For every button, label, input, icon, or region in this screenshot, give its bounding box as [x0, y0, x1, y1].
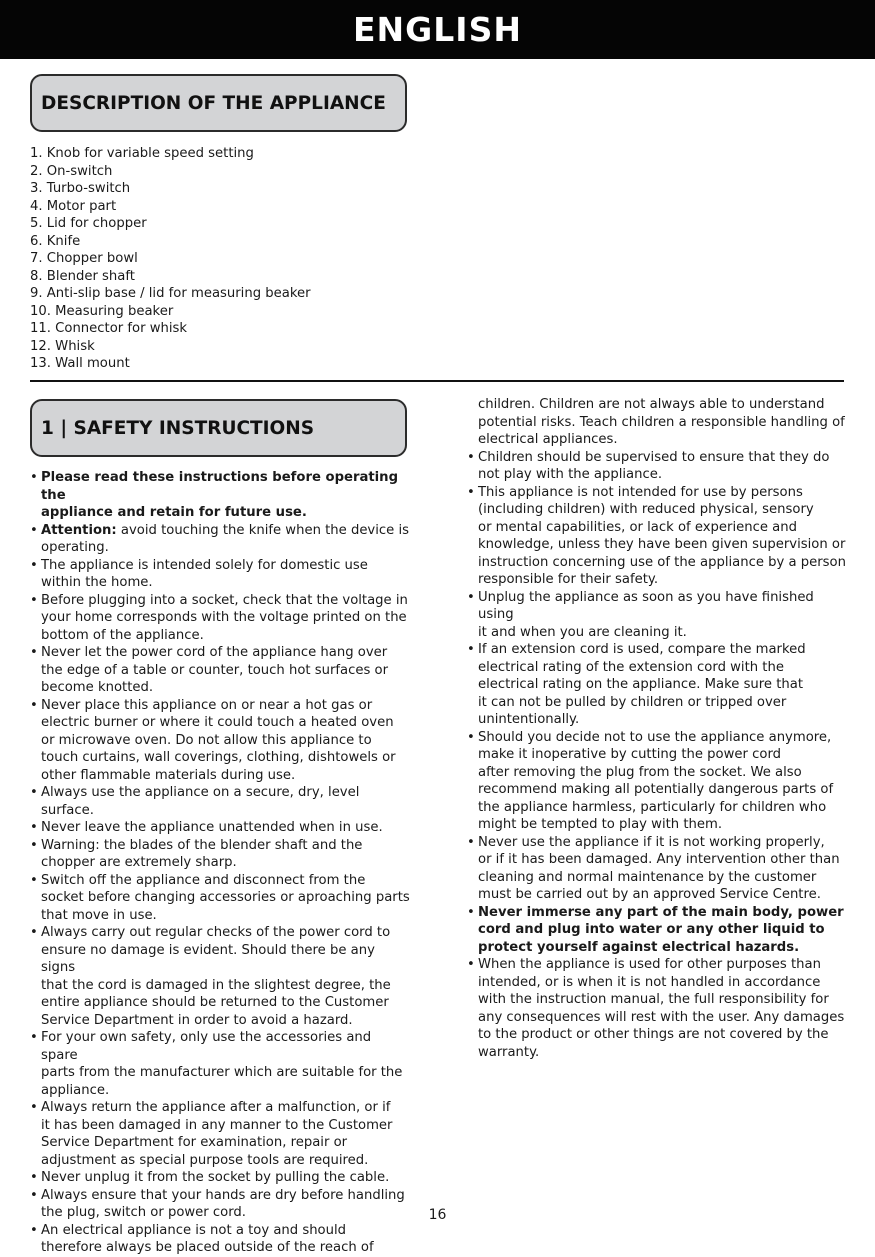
safety-item-text: unintentionally.: [478, 712, 580, 727]
safety-item: [467, 449, 847, 484]
safety-item-text: it and when you are cleaning it.: [478, 624, 687, 640]
safety-item-text: protect yourself against electrical hazards.: [478, 939, 800, 955]
safety-item-text: that the cord is damaged in the slightest degree, the: [41, 977, 391, 993]
safety-item: [30, 644, 410, 697]
safety-heading: 1 | SAFETY INSTRUCTIONS: [30, 399, 407, 457]
safety-item-text: Service Department in order to avoid a hazard.: [41, 1012, 353, 1028]
parts-list-item: 9. Anti-slip base / lid for measuring beaker: [30, 286, 311, 301]
safety-item-text: • When the appliance is used for other purposes than: [478, 957, 821, 972]
safety-item: [30, 1169, 410, 1187]
parts-list-item: 2. On-switch: [30, 163, 113, 179]
safety-item-text: • Please read these instructions before operating the: [41, 470, 399, 503]
safety-item-text: • Always return the appliance after a malfunction, or if: [41, 1100, 391, 1115]
safety-item-text: • The appliance is intended solely for domestic use: [41, 557, 368, 573]
parts-list-item: 13. Wall mount: [30, 356, 130, 371]
safety-item-text: other flammable materials during use.: [41, 767, 296, 783]
safety-item-text: to the product or other things are not covered by the: [478, 1027, 829, 1042]
safety-item-text: • Never let the power cord of the appliance hang over: [41, 645, 388, 660]
safety-item-text: • This appliance is not intended for use by persons: [478, 484, 803, 500]
safety-item-text: that move in use.: [41, 907, 157, 923]
safety-item-text: • Always ensure that your hands are dry before handling: [41, 1187, 405, 1203]
safety-item-text: instruction concerning use of the appliance by a person: [478, 554, 846, 570]
safety-item-text: warranty.: [478, 1044, 540, 1060]
safety-item-text: the plug, switch or power cord.: [41, 1205, 246, 1220]
safety-list-right: [467, 396, 847, 1061]
safety-item-text: children. Children are not always able to understand: [478, 397, 825, 412]
safety-item: [467, 641, 847, 729]
parts-list-item: 11. Connector for whisk: [30, 321, 188, 336]
safety-item: [467, 904, 847, 957]
safety-item: [30, 1099, 410, 1169]
safety-item-text: cord and plug into water or any other liquid to: [478, 922, 825, 937]
safety-item-text: intended, or is when it is not handled in accordance: [478, 974, 821, 990]
safety-item-text: electrical rating on the appliance. Make sure that: [478, 677, 804, 692]
safety-item-text: your home corresponds with the voltage printed on the: [41, 610, 407, 625]
safety-item-text: electrical appliances.: [478, 432, 618, 447]
safety-item-text: • For your own safety, only use the accessories and spare: [41, 1030, 372, 1063]
safety-item-text: appliance and retain for future use.: [41, 505, 307, 520]
safety-item-text: • Should you decide not to use the appliance anymore,: [478, 729, 832, 745]
safety-item: [30, 522, 410, 557]
language-banner: [0, 0, 875, 59]
safety-item-text: • If an extension cord is used, compare the marked: [478, 642, 806, 657]
parts-list-item: 7. Chopper bowl: [30, 251, 138, 266]
safety-item: [30, 592, 410, 645]
safety-item-text: within the home.: [41, 575, 153, 590]
safety-item-text: adjustment as special purpose tools are required.: [41, 1152, 369, 1168]
safety-item-text: • Switch off the appliance and disconnect from the: [41, 872, 366, 888]
safety-item-text: appliance.: [41, 1082, 110, 1098]
safety-item-text: socket before changing accessories or aproaching parts: [41, 890, 410, 905]
safety-item-text: cleaning and normal maintenance by the customer: [478, 869, 817, 885]
safety-item-text: or microwave oven. Do not allow this appliance to: [41, 732, 372, 748]
parts-list-item: 10. Measuring beaker: [30, 303, 174, 319]
safety-item-text: after removing the plug from the socket. We also: [478, 764, 802, 780]
safety-item-text: • Children should be supervised to ensure that they do: [478, 449, 830, 465]
parts-list-item: 1. Knob for variable speed setting: [30, 146, 254, 161]
safety-item-text: or mental capabilities, or lack of experience and: [478, 519, 797, 535]
safety-item-text: entire appliance should be returned to the Customer: [41, 995, 389, 1010]
safety-item-text: ensure no damage is evident. Should there be any signs: [41, 942, 375, 975]
safety-item-text: electrical rating of the extension cord with the: [478, 659, 784, 675]
safety-item-text: therefore always be placed outside of the reach of: [41, 1240, 374, 1255]
safety-item-text: electric burner or where it could touch a heated oven: [41, 715, 394, 730]
safety-item-text: with the instruction manual, the full responsibility for: [478, 992, 829, 1007]
safety-item-text: recommend making all potentially dangerous parts of: [478, 782, 834, 797]
page-number: 16: [428, 1207, 447, 1223]
safety-item-text: • Never place this appliance on or near a hot gas or: [41, 697, 373, 713]
parts-list-item: 5. Lid for chopper: [30, 216, 147, 231]
safety-item-text: responsible for their safety.: [478, 572, 659, 587]
safety-item-text: operating.: [41, 540, 109, 555]
safety-item-text: bottom of the appliance.: [41, 627, 204, 643]
safety-item-text: any consequences will rest with the user. Any damages: [478, 1009, 845, 1025]
safety-item-text: it can not be pulled by children or tripped over: [478, 694, 787, 710]
safety-item-text: • Before plugging into a socket, check that the voltage in: [41, 592, 408, 608]
safety-item: [467, 589, 847, 642]
safety-item-text: • Always use the appliance on a secure, dry, level: [41, 785, 360, 800]
safety-item: [30, 924, 410, 1029]
safety-item: [467, 484, 847, 589]
safety-item-text: • Never unplug it from the socket by pulling the cable.: [41, 1170, 390, 1185]
safety-item-text: • An electrical appliance is not a toy and should: [41, 1222, 347, 1238]
section-divider: [30, 380, 844, 382]
attention-label: Attention:: [41, 522, 117, 538]
safety-item-text: must be carried out by an approved Service Centre.: [478, 887, 821, 902]
safety-item-text: • Never leave the appliance unattended when in use.: [41, 820, 383, 835]
safety-item: [30, 557, 410, 592]
description-heading: DESCRIPTION OF THE APPLIANCE: [30, 74, 407, 132]
safety-item-text: avoid touching the knife when the device is: [116, 522, 409, 538]
safety-item-text: • Never use the appliance if it is not working properly,: [478, 834, 825, 850]
parts-list-item: 4. Motor part: [30, 198, 117, 214]
safety-item: [467, 729, 847, 834]
safety-item-text: not play with the appliance.: [478, 467, 663, 482]
safety-item: [30, 1222, 410, 1257]
language-title: ENGLISH: [353, 10, 522, 49]
parts-list-item: 3. Turbo-switch: [30, 181, 131, 196]
safety-item-text: chopper are extremely sharp.: [41, 855, 237, 870]
parts-list: [30, 145, 311, 373]
parts-list-item: 12. Whisk: [30, 338, 95, 354]
safety-item-text: parts from the manufacturer which are suitable for the: [41, 1065, 403, 1080]
safety-item-text: it has been damaged in any manner to the Customer: [41, 1117, 393, 1133]
safety-item-continued: [467, 396, 847, 449]
safety-item-text: potential risks. Teach children a responsible handling of: [478, 414, 845, 430]
safety-item: [30, 697, 410, 785]
safety-item: [30, 469, 410, 522]
safety-item-text: knowledge, unless they have been given supervision or: [478, 537, 846, 552]
safety-item-text: touch curtains, wall coverings, clothing, dishtowels or: [41, 750, 396, 765]
safety-item-text: • Always carry out regular checks of the power cord to: [41, 925, 391, 940]
safety-item-text: (including children) with reduced physical, sensory: [478, 502, 814, 517]
safety-item-text: become knotted.: [41, 680, 154, 695]
safety-item-text: • Warning: the blades of the blender shaft and the: [41, 837, 363, 853]
safety-item-text: • Never immerse any part of the main body, power: [478, 904, 844, 920]
safety-item-text: the edge of a table or counter, touch hot surfaces or: [41, 662, 389, 678]
parts-list-item: 6. Knife: [30, 233, 81, 249]
safety-item: [30, 1029, 410, 1099]
safety-item-text: Service Department for examination, repair or: [41, 1135, 348, 1150]
safety-item-text: might be tempted to play with them.: [478, 817, 723, 832]
safety-item: [30, 872, 410, 925]
safety-item: [30, 837, 410, 872]
safety-item: [30, 819, 410, 837]
safety-item-text: • Unplug the appliance as soon as you have finished using: [478, 589, 814, 622]
safety-item: [467, 956, 847, 1061]
safety-item-text: or if it has been damaged. Any intervention other than: [478, 852, 840, 867]
safety-list-left: [30, 469, 410, 1257]
safety-item-text: make it inoperative by cutting the power cord: [478, 747, 782, 762]
safety-item: [467, 834, 847, 904]
safety-item-text: the appliance harmless, particularly for children who: [478, 799, 827, 815]
safety-item: [30, 784, 410, 819]
safety-item-text: surface.: [41, 802, 94, 818]
parts-list-item: 8. Blender shaft: [30, 268, 135, 284]
